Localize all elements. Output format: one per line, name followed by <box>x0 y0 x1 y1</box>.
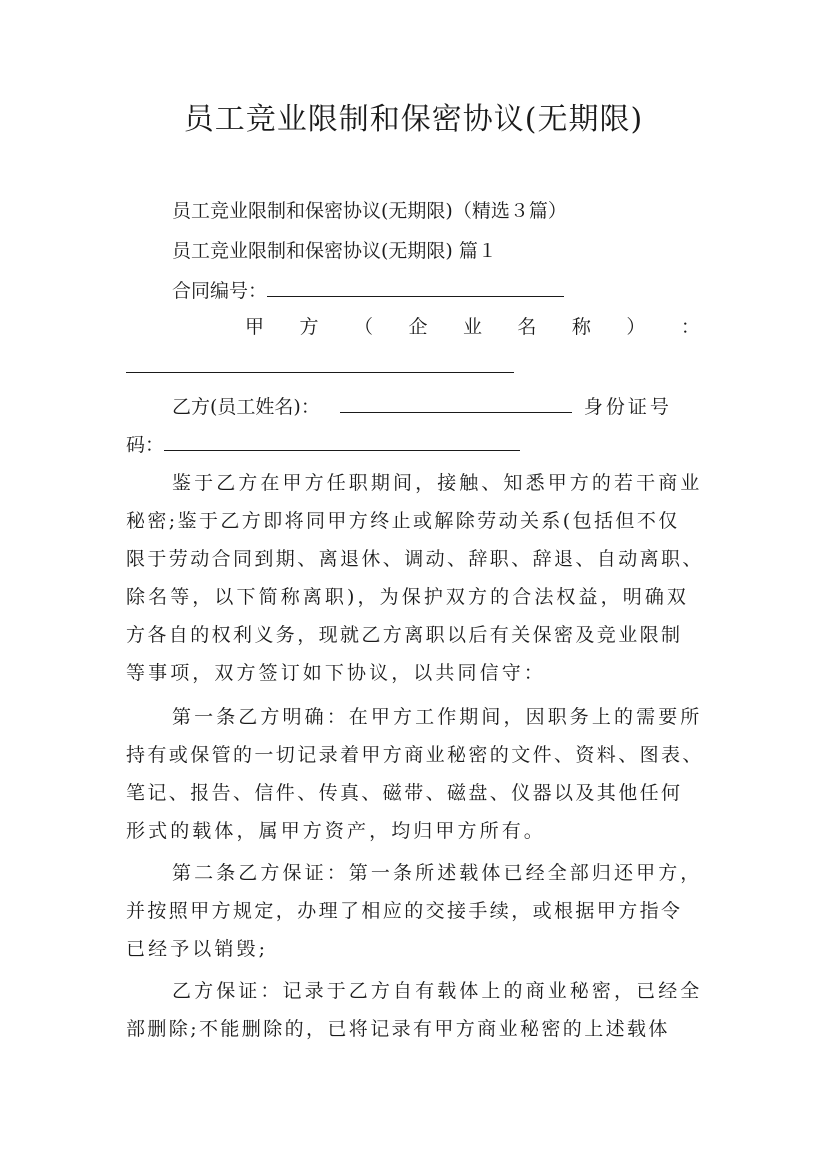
party-a-char: 方 <box>299 316 319 338</box>
paragraph-line: 方各自的权利义务，现就乙方离职以后有关保密及竞业限制 <box>126 624 683 646</box>
paragraph-line: 并按照甲方规定，办理了相应的交接手续，或根据甲方指令 <box>126 900 683 922</box>
paragraph-line: 部删除;不能删除的，已将记录有甲方商业秘密的上述载体 <box>126 1018 670 1040</box>
party-a-char: 称 <box>571 316 591 338</box>
paragraph-line: 第一条乙方明确：在甲方工作期间，因职务上的需要所 <box>172 706 703 728</box>
paragraph-line: 限于劳动合同到期、离退休、调动、辞职、辞退、自动离职、 <box>126 548 704 570</box>
contract-number-label: 合同编号： <box>172 280 268 302</box>
party-a-char: 甲 <box>245 316 265 338</box>
paragraph-line: 除名等，以下简称离职)，为保护双方的合法权益，明确双 <box>126 586 690 608</box>
party-b-label: 乙方(员工姓名)： <box>172 396 320 418</box>
paragraph-line: 乙方保证：记录于乙方自有载体上的商业秘密，已经全 <box>172 980 703 1002</box>
party-a-char: ） <box>626 316 646 338</box>
paragraph-line: 持有或保管的一切记录着甲方商业秘密的文件、资料、图表、 <box>126 744 704 766</box>
paragraph-line: 笔记、报告、信件、传真、磁带、磁盘、仪器以及其他任何 <box>126 782 683 804</box>
paragraph-line: 形式的载体，属甲方资产，均归甲方所有。 <box>126 820 546 842</box>
party-a-char: 业 <box>462 316 482 338</box>
section-heading: 员工竞业限制和保密协议(无期限) 篇１ <box>172 240 497 262</box>
party-a-char: 名 <box>517 316 537 338</box>
paragraph-line: 秘密;鉴于乙方即将同甲方终止或解除劳动关系(包括但不仅 <box>126 510 680 532</box>
party-a-blank[interactable] <box>126 354 514 373</box>
party-b-blank[interactable] <box>340 394 572 413</box>
id-number-row <box>126 430 520 460</box>
party-a-row <box>245 312 700 342</box>
party-a-blank-row <box>126 352 514 382</box>
document-title: 员工竞业限制和保密协议(无期限) <box>183 102 644 137</box>
id-number-blank[interactable] <box>164 432 520 451</box>
paragraph-line: 第二条乙方保证：第一条所述载体已经全部归还甲方， <box>172 862 703 884</box>
party-a-char: ： <box>680 316 700 338</box>
paragraph-line: 已经予以销毁; <box>126 938 269 960</box>
party-a-char: （ <box>353 316 373 338</box>
paragraph-line: 等事项，双方签订如下协议，以共同信守： <box>126 662 546 684</box>
contract-number-row <box>172 276 564 306</box>
contract-number-blank[interactable] <box>267 278 564 297</box>
paragraph-line: 鉴于乙方在甲方任职期间，接触、知悉甲方的若干商业 <box>172 472 703 494</box>
party-a-char: 企 <box>408 316 428 338</box>
id-number-label: 身份证号 <box>583 396 672 418</box>
document-subtitle: 员工竞业限制和保密协议(无期限)（精选３篇） <box>172 200 567 222</box>
id-number-label-cont: 码： <box>126 434 165 456</box>
party-b-row <box>172 392 672 422</box>
